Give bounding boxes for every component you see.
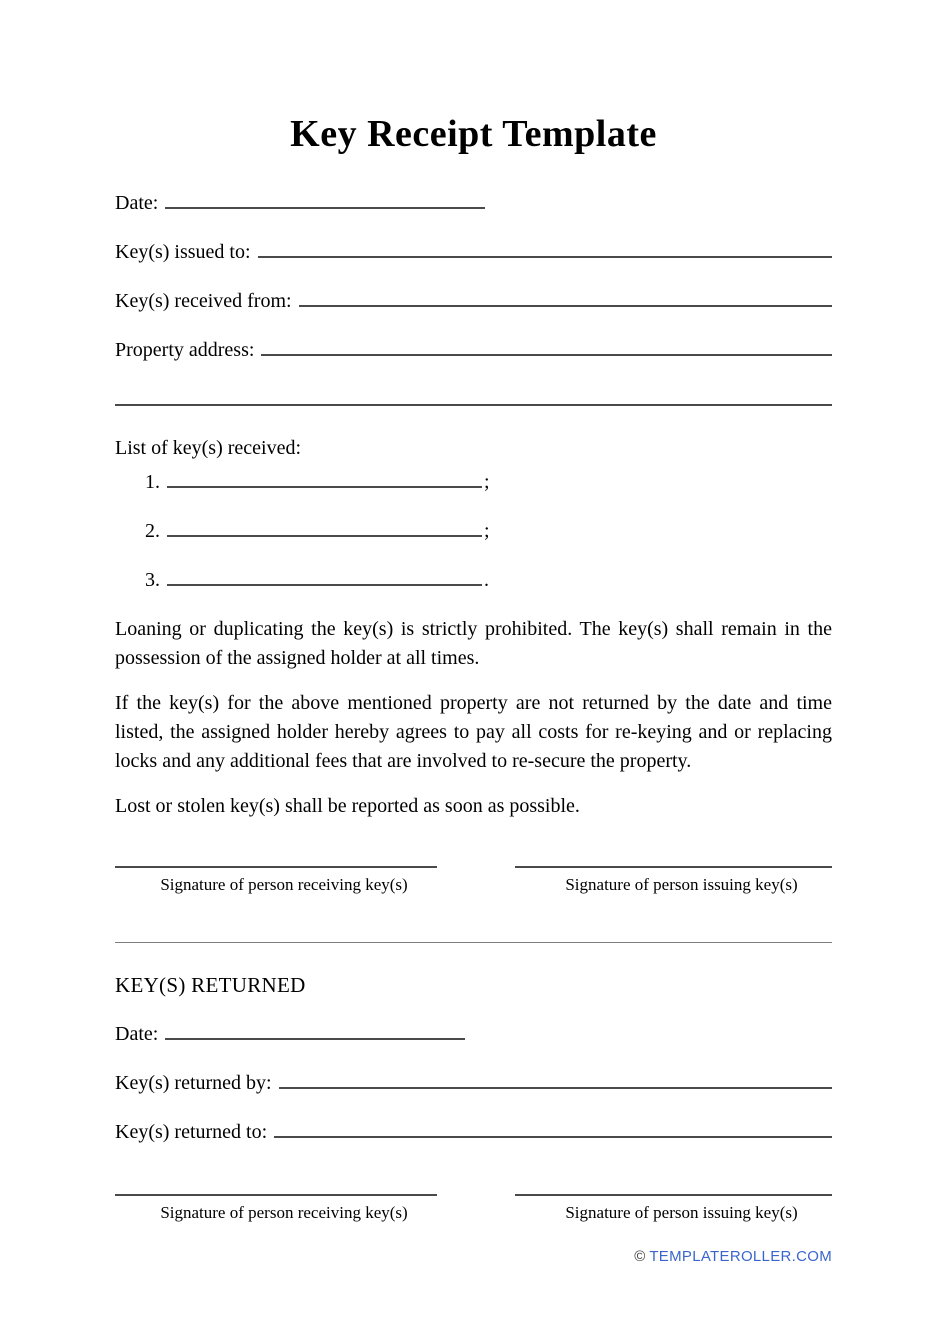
- returned-to-blank-line: [274, 1118, 832, 1138]
- returned-to-field-row: [115, 1118, 832, 1144]
- return-date-label: Date:: [115, 1023, 159, 1045]
- date-blank-line: [165, 189, 485, 209]
- return-signature-receiving-caption: Signature of person receiving key(s): [160, 1203, 408, 1222]
- templateroller-link[interactable]: TEMPLATEROLLER.COM: [649, 1248, 832, 1265]
- return-signature-receiving-line: [115, 1172, 437, 1196]
- issue-signature-receiving-line: [115, 844, 437, 868]
- key-list-number-1: 1.: [145, 471, 160, 493]
- footer: [115, 1248, 832, 1266]
- key-list-blank-3: [167, 566, 482, 586]
- key-list-number-3: 3.: [145, 569, 160, 591]
- date-field-row: [115, 189, 832, 215]
- issued-to-label: Key(s) issued to:: [115, 241, 251, 263]
- key-list-item-2: [115, 517, 832, 543]
- page-title: Key Receipt Template: [290, 113, 657, 155]
- return-date-blank-line: [165, 1020, 465, 1040]
- section-divider: [115, 942, 832, 943]
- keys-returned-heading: KEY(S) RETURNED: [115, 973, 306, 997]
- key-list-number-2: 2.: [145, 520, 160, 542]
- returned-by-field-row: [115, 1069, 832, 1095]
- issue-signature-issuing-caption: Signature of person issuing key(s): [565, 875, 798, 894]
- issue-signature-receiving-column: [115, 844, 437, 897]
- key-list-item-3: [115, 566, 832, 592]
- return-signature-block: [115, 1172, 832, 1225]
- return-signature-receiving-column: [115, 1172, 437, 1225]
- terms-paragraph-costs: If the key(s) for the above mentioned property are not returned by the date and time listed, the assigned holder hereby agrees to pay all costs for re-keying and or replacing locks and any additional fees that are involved to re-secure the property.: [115, 692, 832, 772]
- return-date-field-row: [115, 1020, 832, 1046]
- key-list-suffix-2: ;: [484, 520, 490, 542]
- issue-signature-receiving-caption: Signature of person receiving key(s): [160, 875, 408, 894]
- key-list-heading: List of key(s) received:: [115, 437, 302, 459]
- returned-to-label: Key(s) returned to:: [115, 1121, 268, 1143]
- property-address-continuation-line: [115, 386, 832, 406]
- key-list-blank-2: [167, 517, 482, 537]
- key-list-suffix-1: ;: [484, 471, 490, 493]
- return-signature-issuing-line: [515, 1172, 832, 1196]
- issue-signature-block: [115, 844, 832, 897]
- date-label: Date:: [115, 192, 159, 214]
- property-address-blank-line: [261, 336, 832, 356]
- terms-paragraph-lost: Lost or stolen key(s) shall be reported as soon as possible.: [115, 795, 580, 817]
- issue-signature-issuing-line: [515, 844, 832, 868]
- key-list-blank-1: [167, 468, 482, 488]
- property-address-label: Property address:: [115, 339, 255, 361]
- received-from-field-row: [115, 287, 832, 313]
- key-list-item-1: [115, 468, 832, 494]
- received-from-label: Key(s) received from:: [115, 290, 292, 312]
- terms-paragraph-prohibited: Loaning or duplicating the key(s) is strictly prohibited. The key(s) shall remain in the possession of the assigned holder at all times.: [115, 618, 832, 669]
- issued-to-field-row: [115, 238, 832, 264]
- returned-by-label: Key(s) returned by:: [115, 1072, 272, 1094]
- received-from-blank-line: [299, 287, 832, 307]
- return-signature-issuing-column: [515, 1172, 832, 1225]
- return-signature-issuing-caption: Signature of person issuing key(s): [565, 1203, 798, 1222]
- copyright-symbol: ©: [634, 1248, 646, 1265]
- property-address-continuation-row: [115, 386, 832, 412]
- key-list-suffix-3: .: [484, 569, 489, 591]
- issued-to-blank-line: [258, 238, 832, 258]
- returned-by-blank-line: [279, 1069, 832, 1089]
- issue-signature-issuing-column: [515, 844, 832, 897]
- property-address-field-row: [115, 336, 832, 362]
